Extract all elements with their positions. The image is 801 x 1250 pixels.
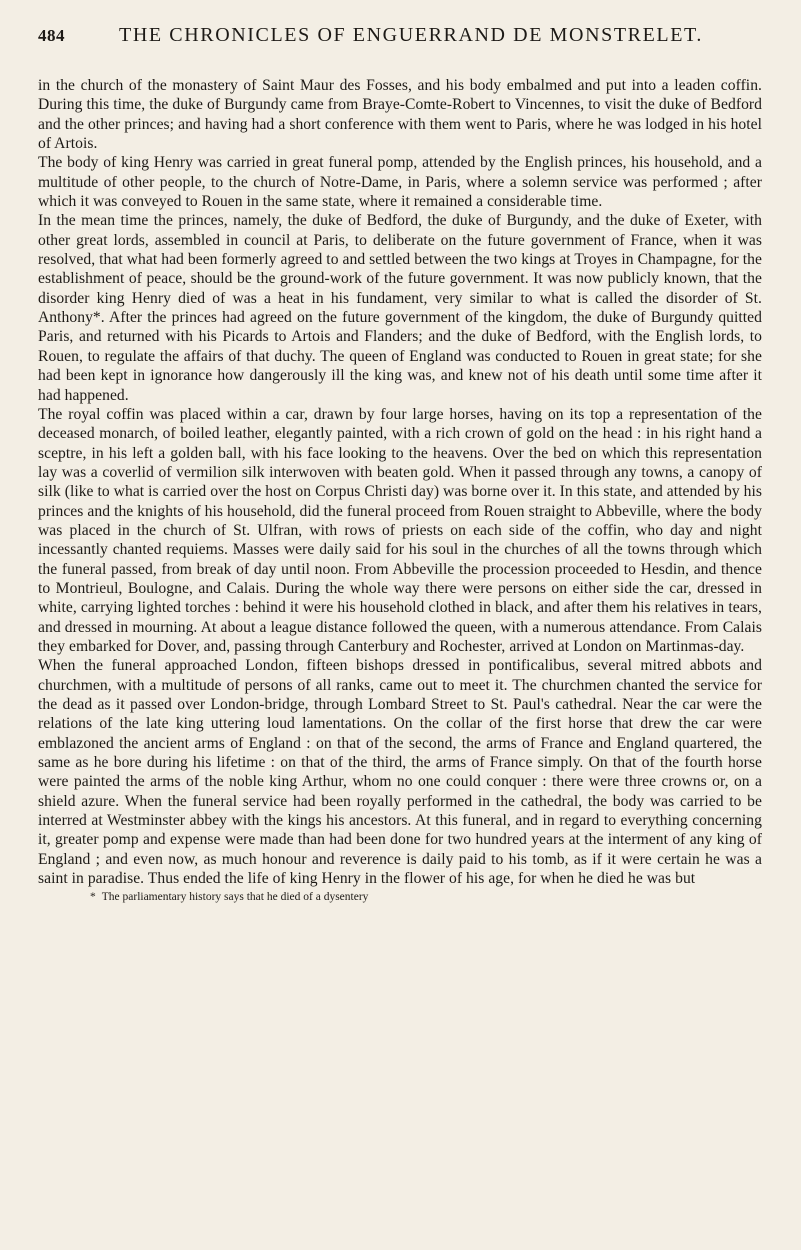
running-head bbox=[38, 24, 762, 50]
body-text bbox=[38, 76, 762, 888]
footnote-text: The parliamentary history says that he died of a dysentery bbox=[101, 891, 369, 904]
paragraph: in the church of the monastery of Saint Maur des Fosses, and his body embalmed and put into a leaden coffin. During this time, the duke of Burgundy came from Braye-Comte-Robert to Vincennes, to visit the duke of Bedford and the other princes; and having had a short conference with them went to Paris, where he was lodged in his hotel of Artois. bbox=[38, 77, 762, 153]
paragraph: When the funeral approached London, fifteen bishops dressed in pontificalibus, several mitred abbots and churchmen, with a multitude of persons of all ranks, came out to meet it. The churchmen chanted the service for the dead as it passed over London-bridge, through Lombard Street to St. Paul's cathedral. Near the car were the relations of the late king uttering loud lamentations. On the collar of the first horse that drew the car were emblazoned the ancient arms of England : on that of the second, the arms of France and England quartered, the same as he bore during his lifetime : on that of the third, the arms of France simply. On that of the fourth horse were painted the arms of the noble king Arthur, whom no one could conquer : there were three crowns or, on a shield azure. When the funeral service had been royally performed in the cathedral, the body was carried to be interred at Westminster abbey with the kings his ancestors. At this funeral, and in regard to everything concerning it, greater pomp and expense were made than had been done for two hundred years at the interment of any king of England ; and even now, as much honour and reverence is daily paid to his tomb, as if it were certain he was a saint in paradise. Thus ended the life of king Henry in the flower of his age, for when he died he was but bbox=[38, 657, 762, 888]
paragraph: In the mean time the princes, namely, the duke of Bedford, the duke of Burgundy, and the duke of Exeter, with other great lords, assembled in council at Paris, to deliberate on the future government of France, when it was resolved, that what had been formerly agreed to and settled between the two kings at Troyes in Champagne, for the establishment of peace, should be the ground-work of the future government. It was now publicly known, that the disorder king Henry died of was a heat in his fundament, very similar to what is called the disorder of St. Anthony*. After the princes had agreed on the future government of the kingdom, the duke of Burgundy quitted Paris, and returned with his Picards to Artois and Flanders; and the duke of Bedford, with the English lords, to Rouen, to regulate the affairs of that duchy. The queen of England was conducted to Rouen in great state; for she had been kept in ignorance how dangerously ill the king was, and knew not of his death until some time after it had happened. bbox=[38, 212, 762, 404]
running-title: THE CHRONICLES OF ENGUERRAND DE MONSTRELET. bbox=[119, 24, 703, 46]
footnote bbox=[38, 890, 762, 904]
paragraph: The royal coffin was placed within a car, drawn by four large horses, having on its top a representation of the deceased monarch, of boiled leather, elegantly painted, with a rich crown of gold on the head : in his right hand a sceptre, in his left a golden ball, with his face looking to the heavens. Over the bed on which this representation lay was a coverlid of vermilion silk interwoven with beaten gold. When it passed through any towns, a canopy of silk (like to what is carried over the host on Corpus Christi day) was borne over it. In this state, and attended by his princes and the knights of his household, did the funeral proceed from Rouen straight to Abbeville, where the body was placed in the church of St. Ulfran, with rows of priests on each side of the coffin, who day and night incessantly chanted requiems. Masses were daily said for his soul in the churches of all the towns through which the funeral passed, from break of day until noon. From Abbeville the procession proceeded to Hesdin, and thence to Montrieul, Boulogne, and Calais. During the whole way there were persons on either side the car, dressed in white, carrying lighted torches : behind it were his household clothed in black, and after them his relatives in tears, and dressed in mourning. At about a league distance followed the queen, with a numerous attendance. From Calais they embarked for Dover, and, passing through Canterbury and Rochester, arrived at London on Martinmas-day. bbox=[38, 405, 762, 655]
page-number: 484 bbox=[38, 26, 65, 45]
book-page bbox=[38, 24, 762, 904]
footnote-mark: * bbox=[90, 891, 96, 904]
paragraph: The body of king Henry was carried in great funeral pomp, attended by the English princes, his household, and a multitude of other people, to the church of Notre-Dame, in Paris, where a solemn service was performed ; after which it was conveyed to Rouen in the same state, where it remained a considerable time. bbox=[38, 154, 762, 211]
